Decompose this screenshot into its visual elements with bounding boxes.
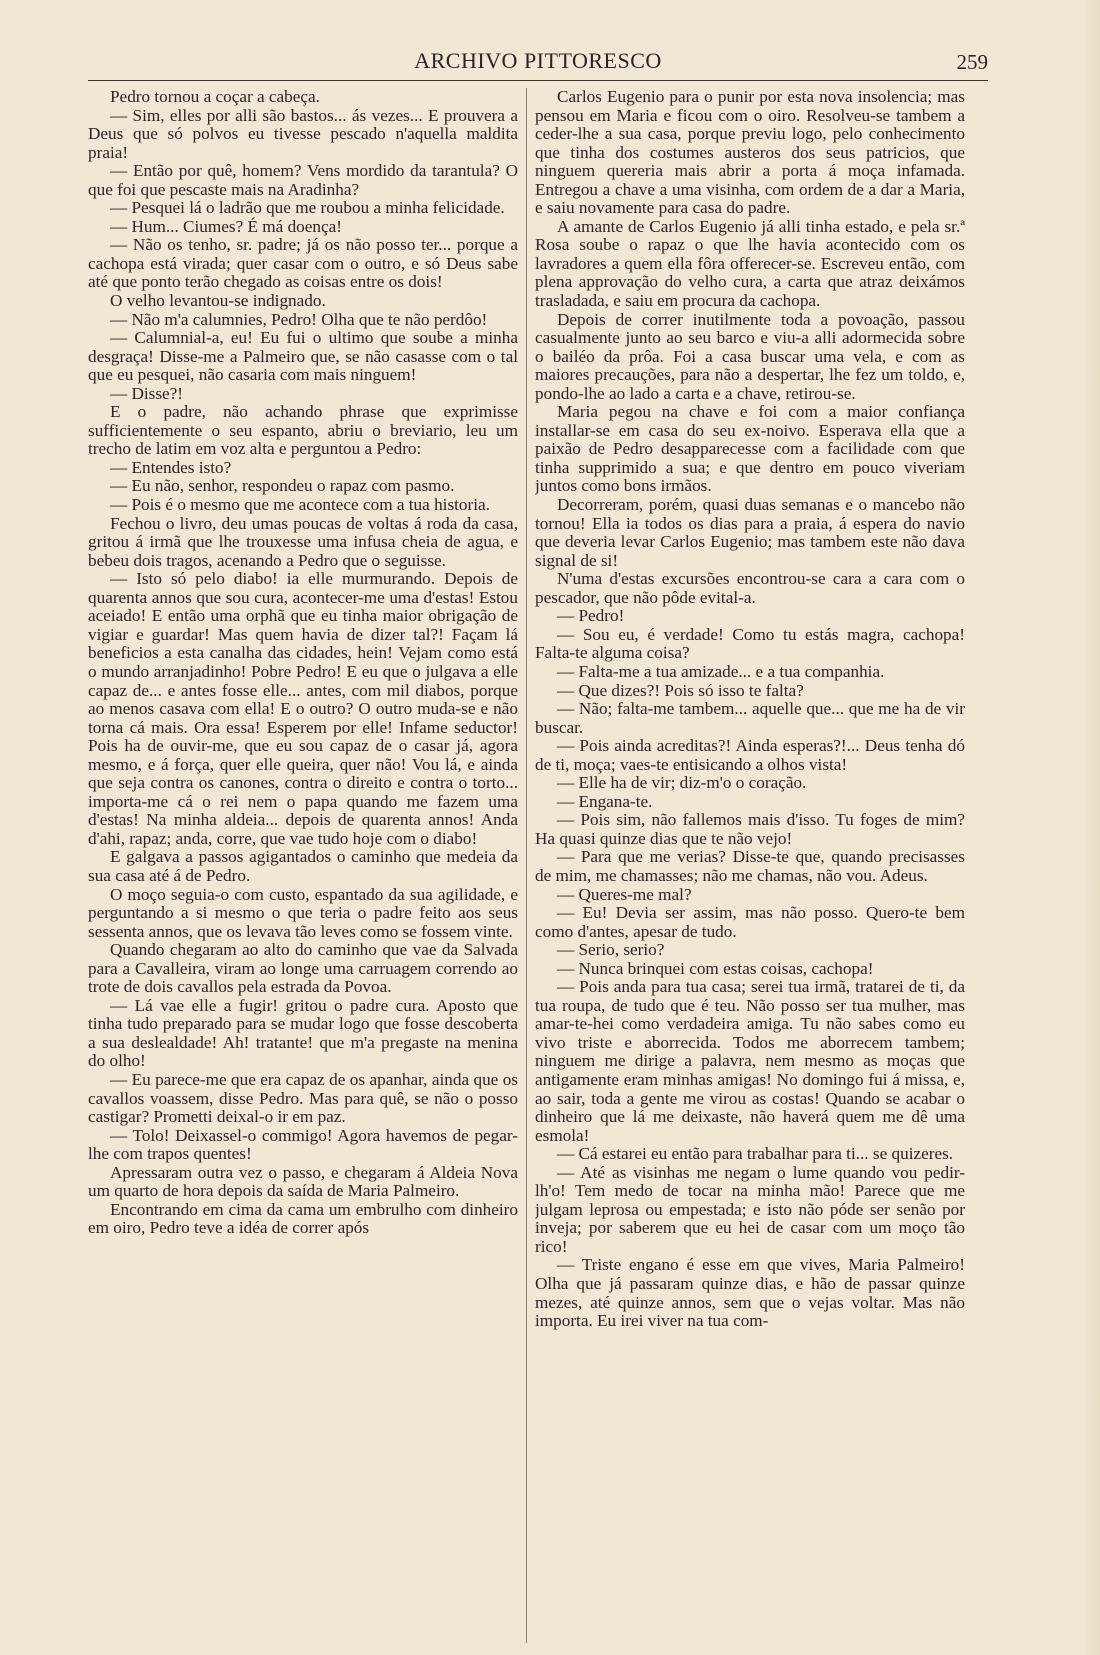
paragraph: — Pedro!	[557, 606, 625, 626]
paragraph: — Eu parece-me que era capaz de os apanhar, ainda que os cavallos voassem, disse Pedro. Mas para quê, se não o posso castigar? Prometti deixal-o ir em paz.	[88, 1069, 518, 1127]
paragraph: — Não os tenho, sr. padre; já os não posso ter... porque a cachopa está virada; quer casar com o outro, e só Deus sabe até que ponto terão chegado as coisas entre os dois!	[88, 235, 518, 292]
paragraph: — Não; falta-me tambem... aquelle que... que me ha de vir buscar.	[535, 699, 965, 737]
paragraph: — Queres-me mal?	[557, 884, 692, 904]
paragraph: O velho levantou-se indignado.	[110, 291, 326, 311]
paragraph: — Até as visinhas me negam o lume quando vou pedir-lh'o! Tem medo de tocar na minha mão! Parece que me julgam leprosa ou empestada; e isto não póde ser senão por inveja; por saberem que eu hei de casar com um moço tão rico!	[535, 1162, 965, 1256]
paragraph: — Lá vae elle a fugir! gritou o padre cura. Aposto que tinha tudo preparado para se mudar logo que fosse descoberta a sua deslealdade! Ah! tratante! que m'a pregaste na menina do olho!	[88, 995, 518, 1071]
paragraph: — Disse?!	[110, 383, 184, 403]
paragraph: — Pesquei lá o ladrão que me roubou a minha felicidade.	[110, 198, 505, 218]
paragraph: — Pois ainda acreditas?! Ainda esperas?!... Deus tenha dó de ti, moça; vaes-te entisicando a olhos vista!	[535, 736, 965, 774]
paragraph: — Cá estarei eu então para trabalhar para ti... se quizeres.	[557, 1144, 954, 1164]
paragraph: — Eu não, senhor, respondeu o rapaz com pasmo.	[110, 476, 455, 496]
paragraph: — Triste engano é esse em que vives, Maria Palmeiro! Olha que já passaram quinze dias, e hão de passar quinze mezes, até quinze annos, sem que o vejas voltar. Mas não importa. Eu irei viver na tua com-	[535, 1255, 965, 1331]
paragraph: — Eu! Devia ser assim, mas não posso. Quero-te bem como d'antes, apesar de tudo.	[535, 903, 965, 941]
page-header	[88, 46, 988, 80]
paragraph: E galgava a passos agigantados o caminho que medeia da sua casa até á de Pedro.	[88, 847, 518, 885]
paragraph: — Falta-me a tua amizade... e a tua companhia.	[557, 661, 885, 681]
left-column	[88, 88, 518, 1643]
paragraph: Decorreram, porém, quasi duas semanas e o mancebo não tornou! Ella ia todos os dias para a praia, á espera do navio que deveria levar Carlos Eugenio; mas tambem este não dava signal de si!	[535, 495, 965, 570]
right-column	[535, 88, 965, 1643]
paragraph: — Nunca brinquei com estas coisas, cachopa!	[557, 958, 874, 978]
paragraph: Depois de correr inutilmente toda a povoação, passou casualmente junto ao seu barco e viu-a alli adormecida sobre o bailéo da prôa. Foi a casa buscar uma vela, e com as maiores precauções, para não a despertar, lhe fez um toldo, e, pondo-lhe ao lado a carta e a chave, retirou-se.	[535, 309, 965, 403]
paragraph: — Calumnial-a, eu! Eu fui o ultimo que soube a minha desgraça! Disse-me a Palmeiro que, se não casasse com o tal que eu pesquei, não casaria com mais ninguem!	[88, 328, 518, 385]
column-divider	[526, 88, 527, 1643]
paragraph: — Elle ha de vir; diz-m'o o coração.	[557, 773, 807, 793]
paragraph: — Serio, serio?	[557, 940, 665, 960]
paragraph: — Para que me verias? Disse-te que, quando precisasses de mim, me chamasses; não me chamas, não vou. Adeus.	[535, 847, 965, 885]
paragraph: — Engana-te.	[557, 791, 653, 811]
paragraph: E o padre, não achando phrase que exprimisse sufficientemente o seu espanto, abriu o breviario, leu um trecho de latim em voz alta e perguntou a Pedro:	[88, 402, 518, 459]
journal-title: ARCHIVO PITTORESCO	[414, 48, 662, 73]
paragraph: — Sou eu, é verdade! Como tu estás magra, cachopa! Falta-te alguma coisa?	[535, 624, 965, 663]
paragraph: O moço seguia-o com custo, espantado da sua agilidade, e perguntando a si mesmo o que teria o padre feito aos seus sessenta annos, que os levava tão leves como se fossem vinte.	[88, 884, 518, 941]
paragraph: — Isto só pelo diabo! ia elle murmurando. Depois de quarenta annos que sou cura, acontecer-me uma d'estas! Estou aceiado! E então uma orphã que eu tinha maior obrigação de vigiar e guardar! Mas quem havia de dizer tal?! Façam lá beneficios a esta canalha das cidades, hein! Vejam como está o mundo arranjadinho! Pobre Pedro! E eu que o julgava a elle capaz de... e antes fosse elle... antes, com mil diabos, porque ao menos casava com ella! E o outro? O outro muda-se e não torna cá mais. Ora essa! Esperem por elle! Infame seductor! Pois ha de ouvir-me, que eu sou capaz de o casar já, agora mesmo, e á força, quer elle queira, quer não! Vou lá, e ainda que seja contra os canones, contra o direito e contra o torto... importa-me cá o rei nem o papa quando me fazem uma d'estas! Na minha aldeia... depois de quarenta annos! Anda d'ahi, rapaz; anda, corre, que vae tudo hoje com o diabo!	[88, 569, 518, 848]
paragraph: Carlos Eugenio para o punir por esta nova insolencia; mas pensou em Maria e ficou com o oiro. Resolveu-se tambem a ceder-lhe a sua casa, porque previu logo, pelo conhecimento que tinha dos costumes austeros dos seus patricios, que ninguem quereria mais abrir a porta á moça infamada. Entregou a chave a uma visinha, com ordem de a dar a Maria, e saiu novamente para casa do padre.	[535, 88, 965, 218]
paragraph: Maria pegou na chave e foi com a maior confiança installar-se em casa do seu ex-noivo. Esperava ella que a paixão de Pedro desapparecesse com a facilidade com que tinha supprimido a sua; e que dentro em pouco viveriam juntos como bons irmãos.	[535, 402, 965, 496]
paragraph: Pedro tornou a coçar a cabeça.	[110, 88, 320, 106]
paragraph: — Então por quê, homem? Vens mordido da tarantula? O que foi que pescaste mais na Aradinha?	[88, 161, 518, 199]
paragraph: — Tolo! Deixassel-o commigo! Agora havemos de pegar-lhe com trapos quentes!	[88, 1125, 518, 1164]
paragraph: — Pois anda para tua casa; serei tua irmã, tratarei de ti, da tua roupa, de tudo que é teu. Não posso ser tua mulher, mas amar-te-hei como verdadeira amiga. Tu não sabes como eu vivo triste e aborrecida. Todos me aborrecem tambem; ninguem me dirige a palavra, nem mesmo as moças que antigamente eram minhas amigas! No domingo fui á missa, e, ao sair, toda a gente me virou as costas! Quando se acabar o dinheiro que lá me deixaste, não haverá quem me dê uma esmola!	[535, 977, 965, 1145]
paragraph: Encontrando em cima da cama um embrulho com dinheiro em oiro, Pedro teve a idéa de correr após	[88, 1199, 518, 1238]
paragraph: A amante de Carlos Eugenio já alli tinha estado, e pela sr.ª Rosa soube o rapaz o que lhe havia acontecido com os lavradores a quem ella fôra offerecer-se. Escreveu então, com plena approvação do velho cura, a carta que atraz deixámos trasladada, e saiu em procura da cachopa.	[535, 216, 965, 311]
paragraph: — Sim, elles por alli são bastos... ás vezes... E prouvera a Deus que só polvos eu tivesse pescado n'aquella maldita praia!	[88, 105, 518, 162]
page-edge-shadow	[1084, 0, 1100, 1655]
paragraph: — Pois sim, não fallemos mais d'isso. Tu foges de mim? Ha quasi quinze dias que te não vejo!	[535, 810, 965, 848]
paragraph: Fechou o livro, deu umas poucas de voltas á roda da casa, gritou á irmã que lhe trouxesse uma infusa cheia de agua, e bebeu dois tragos, acenando a Pedro que o seguisse.	[88, 513, 518, 570]
paragraph: — Não m'a calumnies, Pedro! Olha que te não perdôo!	[110, 309, 488, 329]
paragraph: — Que dizes?! Pois só isso te falta?	[557, 680, 804, 700]
paragraph: — Entendes isto?	[110, 457, 232, 477]
paragraph: Quando chegaram ao alto do caminho que vae da Salvada para a Cavalleira, viram ao longe uma carruagem correndo ao trote de dois cavallos pela estrada da Povoa.	[88, 940, 518, 997]
header-rule	[88, 80, 988, 81]
paragraph: Apressaram outra vez o passo, e chegaram á Aldeia Nova um quarto de hora depois da saída de Maria Palmeiro.	[88, 1162, 518, 1201]
paragraph: — Hum... Ciumes? É má doença!	[110, 216, 342, 236]
page-number: 259	[956, 50, 988, 74]
paragraph: — Pois é o mesmo que me acontece com a tua historia.	[110, 495, 490, 515]
paragraph: N'uma d'estas excursões encontrou-se cara a cara com o pescador, que não pôde evital-a.	[535, 569, 965, 607]
